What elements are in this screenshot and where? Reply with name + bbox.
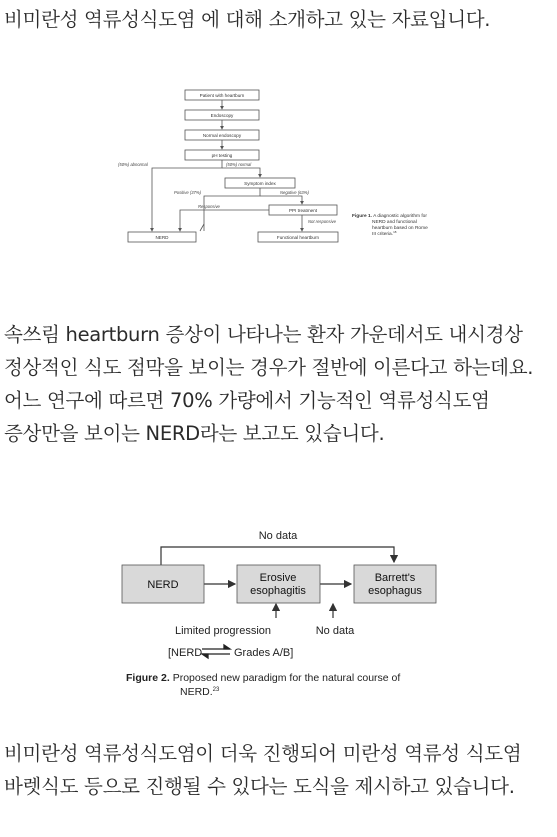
svg-text:III criteria.18: III criteria.$^{18}$ — [372, 230, 397, 237]
figure-1-diagnostic-algorithm — [112, 86, 452, 250]
box-erosive-line1: Erosive — [259, 572, 297, 584]
middle-paragraph: 속쓰림 heartburn 증상이 나타나는 환자 가운데서도 내시경상 정상적인 식도 점막을 보이는 경우가 절반에 이른다고 하는데요. 어느 연구에 따르면 70% 가량에서 기능적인 역류성식도염 증상만을 보이는 NERD라는 보고도 있습니다. — [4, 323, 534, 445]
box-barretts-esophagus — [354, 565, 436, 603]
intro-paragraph: 비미란성 역류성식도염 에 대해 소개하고 있는 자료입니다. — [4, 8, 491, 31]
svg-text:heartburn based on Rome: heartburn based on Rome — [372, 226, 428, 231]
box-erosive-line2: esophagitis — [250, 585, 306, 597]
svg-text:Figure 1. A diagnostic algorit: Figure 1. A diagnostic algorithm for — [352, 214, 427, 219]
box-nerd-label: NERD — [147, 579, 179, 591]
figure-2-caption — [126, 672, 400, 698]
label-bracket-grades: Grades A/B] — [234, 647, 294, 659]
box-normal-endoscopy-label: Normal endoscopy — [202, 133, 242, 138]
figure-1-caption — [352, 213, 428, 237]
box-functional-heartburn-label: Functional heartburn — [276, 235, 320, 240]
label-not-responsive: Not responsive — [308, 219, 336, 224]
figure-2-nerd-paradigm — [118, 524, 440, 704]
svg-text:NERD and functional: NERD and functional — [372, 220, 417, 225]
label-bracket-nerd: [NERD — [168, 647, 203, 659]
box-erosive-esophagitis — [237, 565, 320, 603]
svg-text:Figure 2. Proposed new paradig: Figure 2. Proposed new paradigm for the natural course of — [126, 672, 401, 684]
box-nerd-label: NERD — [155, 235, 169, 240]
label-negative: Negative (63%) — [280, 190, 309, 195]
box-patient-label: Patient with heartburn — [199, 93, 245, 98]
box-barretts-line1: Barrett's — [374, 572, 416, 584]
label-normal: (50%) normal — [226, 162, 252, 167]
box-ph-testing-label: pH testing — [211, 153, 233, 158]
reversible-arrow-icon — [202, 645, 230, 658]
box-ppi-treatment-label: PPI treatment — [288, 208, 318, 213]
svg-text:NERD.23: NERD.$^{23}$ — [180, 686, 220, 698]
label-positive: Positive (37%) — [174, 190, 201, 195]
closing-paragraph: 비미란성 역류성식도염이 더욱 진행되어 미란성 역류성 식도염 바렛식도 등으로 진행될 수 있다는 도식을 제시하고 있습니다. — [4, 742, 522, 798]
box-barretts-line2: esophagus — [368, 585, 422, 597]
box-endoscopy-label: Endoscopy — [210, 113, 234, 118]
label-no-data-bottom: No data — [315, 625, 355, 637]
label-abnormal: (50%) abnormal — [118, 162, 148, 167]
label-responsive: Responsive — [198, 204, 220, 209]
label-limited-progression: Limited progression — [175, 625, 271, 637]
label-no-data-top: No data — [258, 530, 298, 542]
box-symptom-index-label: Symptom index — [244, 181, 276, 186]
